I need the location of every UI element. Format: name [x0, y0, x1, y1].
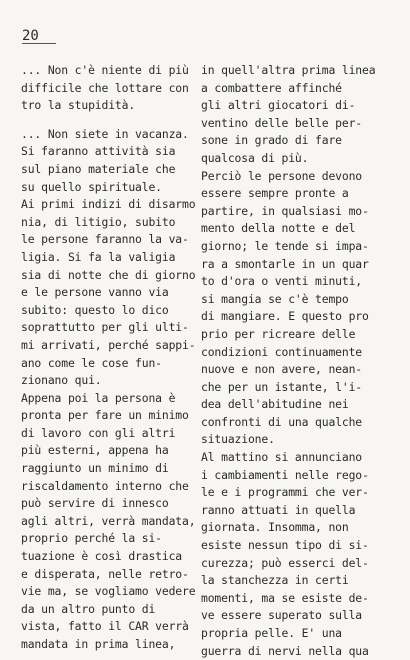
text-line: tuazione è così drastica — [21, 549, 182, 564]
text-line: ra a smontarle in un quar — [201, 256, 369, 271]
text-line: su quello spirituale. — [21, 179, 162, 194]
text-line: da un altro punto di — [21, 601, 156, 616]
text-line: to d'ora o venti minuti, — [201, 274, 362, 289]
text-line: più esterni, appena ha — [21, 443, 169, 458]
text-line: ... Non c'è niente di più — [21, 63, 189, 77]
text-line: qualcosa di più. — [201, 150, 309, 165]
text-line: Ai primi indizi di disarmo — [21, 197, 196, 212]
text-line: ventino delle belle per- — [201, 115, 362, 130]
text-line: giornata. Insomma, non — [201, 520, 349, 535]
text-line: Appena poi la persona è — [21, 390, 176, 405]
right-column — [201, 62, 391, 660]
text-line: mento della notte e del — [201, 221, 356, 236]
text-line: pronta per fare un minimo — [21, 408, 189, 423]
paragraph — [21, 126, 203, 196]
left-column — [21, 62, 203, 654]
text-line: e disperata, nelle retro- — [21, 566, 189, 581]
text-line: i cambiamenti nelle rego- — [201, 467, 369, 482]
text-line: che per un istante, l'i- — [201, 379, 362, 394]
text-line: sia di notte che di giorno — [21, 267, 196, 282]
text-line: le e i programmi che ver- — [201, 485, 369, 500]
text-line: agli altri, verrà mandata, — [21, 513, 196, 528]
text-line: partire, in qualsiasi mo- — [201, 203, 369, 218]
text-line: difficile che lottare con — [21, 80, 189, 95]
text-line: ano come le cose fun- — [21, 355, 162, 370]
text-line: Al mattino si annunciano — [201, 450, 362, 465]
paragraph — [21, 390, 203, 654]
text-line: mi arrivati, perché sappi- — [21, 337, 196, 352]
text-line: condizioni continuamente — [201, 344, 362, 359]
text-line: vie ma, se vogliamo vedere — [21, 584, 196, 599]
text-line: nia, di litigio, subito — [21, 214, 176, 229]
text-line: zionano qui. — [21, 373, 102, 388]
text-line: in quell'altra prima linea — [201, 63, 376, 77]
text-line: ligia. Si fa la valigia — [21, 249, 176, 264]
text-line: giorno; le tende si impa- — [201, 238, 369, 253]
paragraph — [21, 62, 203, 115]
text-line: vista, fatto il CAR verrà — [21, 619, 189, 634]
text-line: nuove e non avere, nean- — [201, 362, 362, 377]
text-line: situazione. — [201, 432, 275, 447]
paragraph — [201, 168, 391, 450]
text-line: riscaldamento interno che — [21, 478, 189, 493]
text-line: ... Non siete in vacanza. — [21, 126, 189, 141]
paragraph — [201, 62, 391, 168]
text-line: ve essere superato sulla — [201, 608, 362, 623]
text-line: tro la stupidità. — [21, 98, 136, 113]
text-line: ranno attuati in quella — [201, 502, 356, 517]
text-line: può servire di innesco — [21, 496, 169, 511]
text-line: dea dell'abitudine nei — [201, 397, 349, 412]
text-line: raggiunto un minimo di — [21, 461, 169, 476]
text-line: confronti di una qualche — [201, 414, 362, 429]
text-line: e le persone vanno via — [21, 285, 169, 300]
text-line: curezza; può esserci del- — [201, 555, 369, 570]
paragraph — [21, 196, 203, 390]
text-line: essere sempre pronte a — [201, 186, 349, 201]
text-line: proprio perché la si- — [21, 531, 162, 546]
text-line: propria pelle. E' una — [201, 626, 342, 640]
text-line: sone in grado di fare — [201, 133, 342, 148]
page-number: 20 — [22, 30, 56, 44]
text-line: esiste nessun tipo di si- — [201, 538, 369, 553]
text-line: guerra di nervi nella qua — [201, 643, 369, 658]
text-line: a combattere affinché — [201, 80, 342, 95]
text-line: si mangia se c'è tempo — [201, 291, 349, 306]
text-line: sul piano materiale che — [21, 161, 176, 176]
text-line: soprattutto per gli ulti- — [21, 320, 189, 335]
text-line: subito: questo lo dico — [21, 302, 169, 317]
text-line: prio per ricreare delle — [201, 326, 356, 341]
text-line: momenti, ma se esiste de- — [201, 590, 369, 605]
text-line: di lavoro con gli altri — [21, 425, 176, 440]
text-line: di mangiare. E questo pro — [201, 309, 369, 324]
text-line: mandata in prima linea, — [21, 637, 176, 651]
text-line: la stanchezza in certi — [201, 573, 349, 588]
text-line: le persone faranno la va- — [21, 232, 189, 247]
text-line: gli altri giocatori di- — [201, 98, 356, 113]
text-line: Si faranno attività sia — [21, 144, 176, 159]
text-line: Perciò le persone devono — [201, 168, 362, 183]
paragraph — [201, 449, 391, 660]
